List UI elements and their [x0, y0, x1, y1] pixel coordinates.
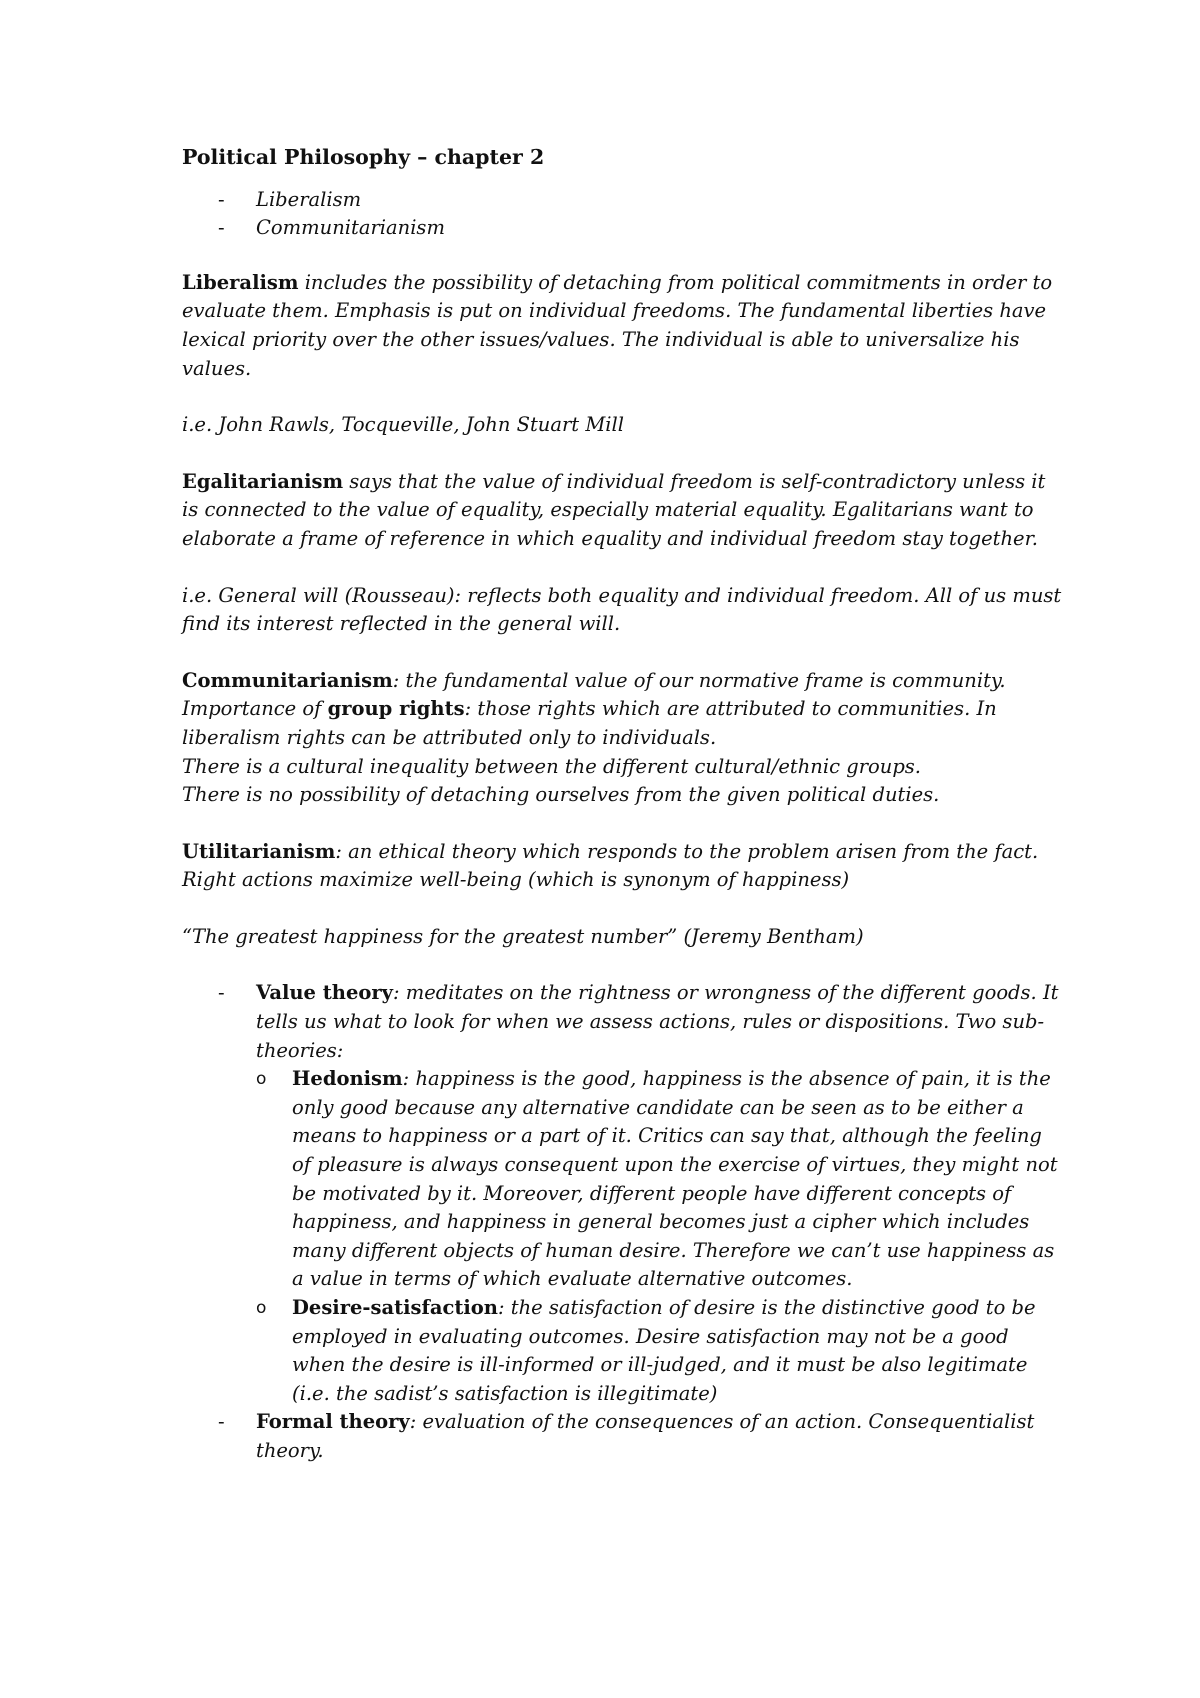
- document-body: [182, 143, 1062, 1466]
- liberalism-paragraph: [182, 269, 1062, 383]
- hedonism-item: [256, 1065, 1062, 1294]
- utilitarianism-paragraph: [182, 838, 1062, 895]
- intro-list: [182, 186, 1062, 243]
- liberalism-text: includes the possibility of detaching from political commitments in order to evaluate them. Emphasis is put on individual freedoms. The fundamental liberties have lexical priority over the other issues/values. The individual is able to universalize his values.: [182, 270, 1053, 380]
- group-rights-term: group rights: [327, 697, 465, 721]
- communitarianism-line-3: There is no possibility of detaching ourselves from the given political duties.: [182, 783, 940, 807]
- formal-theory-text: : evaluation of the consequences of an action. Consequentialist theory.: [256, 1410, 1035, 1462]
- list-item: - Communitarianism: [182, 214, 1062, 243]
- liberalism-term: Liberalism: [182, 270, 299, 294]
- communitarianism-term: Communitarianism: [182, 668, 393, 692]
- bentham-quote: “The greatest happiness for the greatest number” (Jeremy Bentham): [182, 924, 864, 948]
- communitarianism-text-1: : the fundamental value of our normative frame is community. Importance of: [182, 668, 1006, 721]
- formal-theory-item: [182, 1408, 1062, 1465]
- value-theory-term: Value theory: [256, 981, 393, 1005]
- utilitarianism-term: Utilitarianism: [182, 839, 336, 863]
- value-theory-item: [182, 979, 1062, 1408]
- communitarianism-paragraph: [182, 667, 1062, 753]
- egalitarianism-paragraph: [182, 468, 1062, 554]
- hedonism-term: Hedonism: [292, 1067, 403, 1091]
- hedonism-text: : happiness is the good, happiness is the absence of pain, it is the only good because any alternative candidate can be seen as to be either a means to happiness or a part of it. Critics can say that, although the feeling of pleasure is always consequent upon the exercise of virtues, they might not be motivated by it. Moreover, different people have different concepts of happiness, and happiness in general becomes just a cipher which includes many different objects of human desire. Therefore we can’t use happiness as a value in terms of which evaluate alternative outcomes.: [292, 1067, 1058, 1291]
- utilitarianism-text: : an ethical theory which responds to the problem arisen from the fact. Right actions maximize well-being (which is synonym of happiness): [182, 839, 1039, 892]
- value-theory-text: : meditates on the rightness or wrongness of the different goods. It tells us what to look for when we assess actions, rules or dispositions. Two sub-theories:: [256, 981, 1059, 1062]
- desire-satisfaction-text: : the satisfaction of desire is the distinctive good to be employed in evaluating outcomes. Desire satisfaction may not be a good when the desire is ill-informed or ill-judged, and it must be also legitimate (i.e. the sadist’s satisfaction is illegitimate): [292, 1296, 1036, 1405]
- egalitarianism-text: says that the value of individual freedom is self-contradictory unless it is connected to the value of equality, especially material equality. Egalitarians want to elaborate a frame of reference in which equality and individual freedom stay together.: [182, 469, 1046, 550]
- liberalism-example: i.e. John Rawls, Tocqueville, John Stuart Mill: [182, 413, 625, 437]
- page-title: Political Philosophy – chapter 2: [182, 145, 545, 169]
- desire-satisfaction-term: Desire-satisfaction: [292, 1296, 498, 1319]
- formal-theory-term: Formal theory: [256, 1410, 410, 1434]
- communitarianism-text-2: : those rights which are attributed to communities. In liberalism rights can be attributed only to individuals.: [182, 697, 997, 749]
- desire-satisfaction-item: [256, 1294, 1062, 1408]
- theory-list: [182, 979, 1062, 1465]
- communitarianism-line-2: There is a cultural inequality between the different cultural/ethnic groups.: [182, 754, 922, 778]
- sub-theory-list: [256, 1065, 1062, 1408]
- egalitarianism-example: i.e. General will (Rousseau): reflects both equality and individual freedom. All of us must find its interest reflected in the general will.: [182, 583, 1062, 636]
- list-item: - Liberalism: [182, 186, 1062, 215]
- egalitarianism-term: Egalitarianism: [182, 469, 344, 493]
